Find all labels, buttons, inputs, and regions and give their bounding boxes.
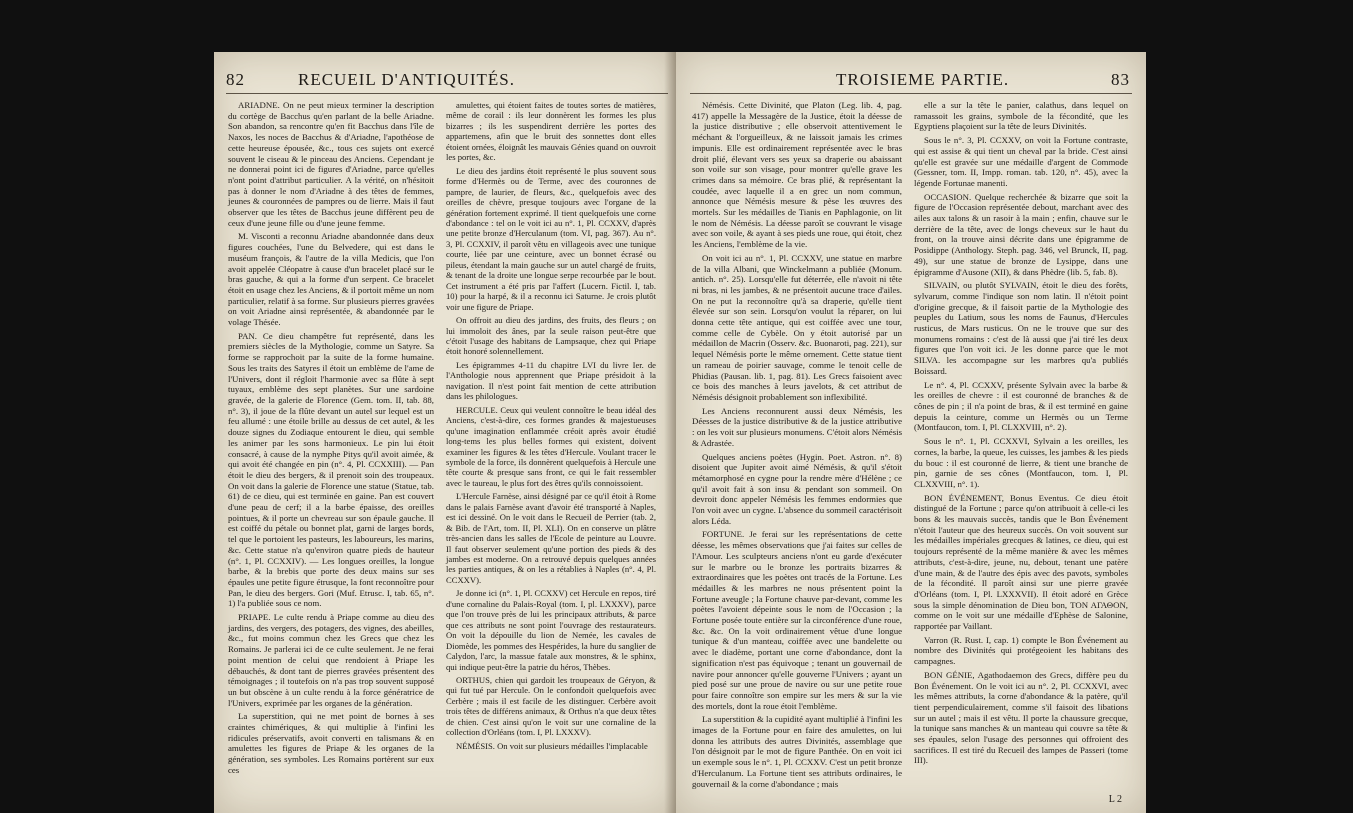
paragraph: PRIAPE. Le culte rendu à Priape comme au dieu des jardins, des vergers, des potagers, des vignes, des abeilles, &c., fut moins commun chez les Grecs que chez les Romains. Je parlerai ici de ce culte seulement. Je ne ferai point mention de celui que rendoient à Priape les débauchés, & dont tant de pierres gravées présentent des témoignages ; il toutefois on n'a pas trop souvent supposé un but obscène à un culte rendu à la force génératrice de l'Univers, exprimée par les organes de la génération. (228, 612, 434, 708)
paragraph: NÉMÉSIS. On voit sur plusieurs médailles l'implacable (456, 740, 648, 751)
right-column-2 (914, 100, 1128, 769)
paragraph: ORTHUS, chien qui gardoit les troupeaux de Géryon, & qui fut tué par Hercule. On le confondoit quelquefois avec Cerbère ; mais il est facile de les distinguer. Cerbère avoit trois têtes de différens animaux, & Orthus n'a que deux têtes de chien. C'est ainsi qu'on le voit sur une cornaline de la collection d'Orléans (tom. I, Pl. LXXXV). (446, 675, 656, 738)
paragraph: Les épigrammes 4-11 du chapitre LVI du livre Ier. de l'Anthologie nous apprennent que Priape présidoit à la navigation. Il n'est point fait mention de cette attribution dans les philologues. (446, 359, 656, 402)
right-running-title: TROISIEME PARTIE. (836, 70, 1010, 89)
right-column-1 (692, 100, 902, 792)
paragraph: Je donne ici (n°. 1, Pl. CCXXV) cet Hercule en repos, tiré d'une cornaline du Palais-Royal (tom. I, pl. LXXXV), parce que l'on trouve près de lui les principaux attributs, & parce que ces attributs ne sont point l'ouvrage des restaurateurs. On voit la dépouille du lion de Nemée, les cavales de Diomède, les pommes des Hespérides, la hure du sanglier de Calydon, l'arc, la massue fatale aux monstres, & le sphinx, qui indique peut-être la patrie du héros, Thèbes. (446, 588, 656, 672)
paragraph: HERCULE. Ceux qui veulent connoître le beau idéal des Anciens, c'est-à-dire, ces formes grandes & majestueuses qu'une imagination enflammée créoit après avoir étudié long-tems les plus belles formes qui existent, doivent examiner les figures & les têtes d'Hercule. Voulant tracer le symbole de la force, ils donnèrent quelquefois à Hercule une tête courte & presque sans front, ce qui le fait ressembler avec le taureau, le plus fort des êtres qu'ils connoissoient. (446, 404, 656, 488)
paragraph: OCCASION. Quelque recherchée & bizarre que soit la figure de l'Occasion représentée debout, marchant avec des ailes aux talons & un rasoir à la main ; enfin, chauve sur le derrière de la tête, avec de longs cheveux sur le haut du front, on la trouve ainsi décrite dans une épigramme de Posidippe (Anthology. Steph. pag. 346, vel Brunck, II, pag. 49), sur une statue de bronze de Lysippe, dans une épigramme d'Ausone (XII), & dans Phèdre (lib. 5, fab. 8). (914, 191, 1128, 277)
signature-mark: L 2 (1108, 794, 1122, 805)
paragraph: On voit ici au n°. 1, Pl. CCXXV, une statue en marbre de la villa Albani, que Winckelmann a publiée (Monum. antich. n°. 25). Lorsqu'elle fut déterrée, elle n'avoit ni tête ni bras, ni les jambes, & ne présentoit aucune trace d'ailes. On ne put la reconnoître qu'à sa draperie, qu'elle tient élevée sur son sein. Lorsqu'on voulut la réparer, on lui donna cette tête antique, qui est coiffée avec une tour, comme celle de Cybèle. On y étoit autorisé par un médaillon de Macrin (Osserv. &c. Buonaroti, pag. 221), sur lequel Némésis porte le même ornement. Cette statue tient un rameau de poirier sauvage, comme le tenoit celle de Phidias (Pausan. lib. 1, pag. 81). Les Grecs faisoient avec ce bois des manches à leurs javelots, & cet attribut de Némésis désignoit probablement son inflexibilité. (692, 252, 902, 402)
left-column-2 (446, 100, 656, 754)
paragraph: BON ÉVÉNEMENT, Bonus Eventus. Ce dieu étoit distingué de la Fortune ; parce qu'on attribuoit à celle-ci les bons & les mauvais succès, tandis que le Bon Événement n'étoit l'auteur que des heureux succès. On voit souvent sur les médailles impériales grecques & latines, ce dieu, qui est toujours représenté de la même manière & avec les mêmes attributs, c'est-à-dire, jeune, nu, debout, tenant une patère d'une main, & de l'autre des épis avec des pavots, symboles de la fécondité. Il paroît ainsi sur une pierre gravée d'Orléans (tom. I, Pl. LXXXVII). Il étoit adoré en Grèce sous la simple dénomination de Dieu bon, ΤΟΝ ΑΓΑΘΟΝ, comme on le voit sur une médaille d'Ephèse de Salonine, rapportée par Vaillant. (914, 492, 1128, 632)
left-header-rule (226, 93, 668, 94)
paragraph: SILVAIN, ou plutôt SYLVAIN, étoit le dieu des forêts, sylvarum, comme l'indique son nom latin. Il n'étoit point d'origine grecque, & il faisoit partie de la Mythologie des peuples du Latium, sous les noms de Faunus, d'Hercules rusticus, de Mars rusticus. On ne le trouve que sur des monumens romains : c'est de là aussi que j'ai tiré les deux figures que l'on voit ici. Je les donne parce que le mot SILVA. les accompagne sur les marbres qu'a publiés Boissard. (914, 280, 1128, 376)
paragraph: Sous le n°. 3, Pl. CCXXV, on voit la Fortune contraste, qui est assise & qui tient un cheval par la bride. C'est ainsi qu'elle est gravée sur une médaille d'argent de Commode (Gessner, tom. II, Impp. roman. tab. 120, n°. 45), avec la légende Fortunae manenti. (914, 135, 1128, 188)
paragraph: La superstition & la cupidité ayant multiplié à l'infini les images de la Fortune pour en faire des amulettes, on lui donna les attributs des autres Divinités, assemblage que l'on désignoit par le mot de figure Panthée. On en voit ici un exemple sous le n°. 1, Pl. CCXXV. C'est un petit bronze d'Herculanum. La Fortune tient ses attributs ordinaires, le gouvernail & la corne d'abondance ; mais (692, 714, 902, 789)
left-running-title: RECUEIL D'ANTIQUITÉS. (298, 70, 516, 89)
paragraph: FORTUNE. Je ferai sur les représentations de cette déesse, les mêmes observations que j'ai faites sur celles de l'Amour. Les sculpteurs anciens n'ont eu garde d'exécuter sur le marbre ou le bronze les portraits bizarres & extraordinaires que les poètes ont tracés de la Fortune. Les médailles & les marbres ne nous présentent point la Fortune aveugle ; la Fortune chauve par-devant, comme les poètes l'avoient dépeinte sous le nom de l'Occasion ; la Fortune posée toute entière sur la circonférence d'une roue, &c. &c. On la voit ordinairement vêtue d'une longue tunique & d'un manteau, coiffée avec une bandelette ou avec le diadème, portant une corne d'abondance, dont la signification n'est pas équivoque ; tenant un gouvernail de navire pour annoncer qu'elle gouverne l'Univers ; ayant un pied posé sur une proue de navire ou sur une petite roue pour faire connoître son empire sur les mers & sur la vie des mortels, dont la roue étoit l'emblème. (692, 529, 902, 711)
right-page (676, 52, 1146, 813)
left-page (214, 52, 676, 813)
paragraph: Le n°. 4, Pl. CCXXV, présente Sylvain avec la barbe & les oreilles de chevre : il est couronné de branches & de cônes de pin ; il n'a point de bras, & il est terminé en gaine depuis la ceinture, comme un Hermès ou un Terme (Montfaucon, tom. I, Pl. CLXXVIII, n°. 2). (914, 379, 1128, 433)
paragraph: Némésis. Cette Divinité, que Platon (Leg. lib. 4, pag. 417) appelle la Messagère de la Justice, étoit la déesse de la justice distributive ; elle observoit attentivement le méchant & l'orgueilleux, & ne laissoit jamais les crimes impunis. Elle est ordinairement représentée avec le bras droit plié, élevant vers ses yeux sa draperie ou abaissant son voile sur son visage, pour montrer qu'elle grave les crimes dans sa mémoire. Ce bras plié, & représentant la coudée, avec laquelle il a en grec un nom commun, annonce que Némésis mesure & pèse les œuvres des mortels. Sur les médailles de Tianis en Paphlagonie, on lit le nom de Némésis. La déesse paroît se couvrant le visage avec son voile, & ayant à ses pieds une roue, qui étoit, chez les Anciens, l'emblème de la vie. (692, 100, 902, 250)
paragraph: Quelques anciens poètes (Hygin. Poet. Astron. n°. 8) disoient que Jupiter avoit aimé Némésis, & qu'il s'étoit métamorphosé en cygne pour la rendre mère d'Hélène ; ce qu'il avoit fait à son insu & pendant son sommeil. On devroit donc appeler Némésis les femmes endormies que l'on voit avec un cygne. L'absence du sommeil caractérisoit alors Léda. (692, 451, 902, 526)
paragraph: M. Visconti a reconnu Ariadne abandonnée dans deux figures couchées, l'une du Belvedere, qui est dans le muséum françois, & l'autre de la villa Medicis, que l'on avoit appelée Cléopatre à cause d'un bracelet placé sur le bras gauche, & qui a la forme d'un serpent. Ce bracelet étoit en usage chez les Anciens, & il portoit même un nom particulier, relatif à sa forme. Sur plusieurs pierres gravées on voit Ariadne ainsi représentée, & abandonnée par le volage Thésée. (228, 231, 434, 328)
paragraph: PAN. Ce dieu champêtre fut représenté, dans les premiers siècles de la Mythologie, comme un Satyre. Sa forme se rapprochoit par la suite de la forme humaine. Sous les traits des Satyres il étoit un emblème de l'ame de l'Univers, dont il régloit l'harmonie avec sa flûte à sept tuyaux, emblème des sept planètes. Sur une sardoine gravée, de la galerie de Florence (Gem. tom. II, tab. 88, n°. 3), il joue de la flûte devant un autel sur lequel est un feu allumé : une étoile brille au dessus de cet autel, & les douze signes du Zodiaque entourent le dieu, qui semble les animer par les sons harmonieux. Le pin lui étoit consacré, à cause de la nymphe Pitys qu'il avoit aimée, & qui avoit été changée en pin (n°. 4, Pl. CCXXIII). — Pan étoit le dieu des bergers, & il prenoit soin des troupeaux. On voit dans la galerie de Florence une statue (Statue, tab. 61) de ce dieu, qui est terminée en gaine. Pan est couvert d'une peau de cerf; il a la barbe épaisse, des oreilles pointues, & il porte un chevreau sur son épaule gauche. Il est coiffé du pétale ou bonnet plat, garni de larges bords, tel que le portoient les pasteurs, les laboureurs, les marins, &c. Cette statue n'a qu'environ quatre pieds de hauteur (n°. 1, Pl. CCXXIV). — Les longues oreilles, la longue barbe, & la brebis que porte des deux mains sur ses épaules une petite figure étrusque, la font reconnoître pour Pan, le dieu des bergers. Gori (Muf. Etrusc. I, tab. 65, n°. 1) l'a publiée sous ce nom. (228, 330, 434, 609)
left-column-1 (228, 100, 434, 779)
paragraph: La superstition, qui ne met point de bornes à ses craintes chimériques, & qui multiplie à l'infini les ridicules préservatifs, avoit converti en talismans & en amulettes les figures de Priape & les organes de la génération, ses symboles. Les Romains portèrent sur eux ces (228, 711, 434, 775)
paragraph: amulettes, qui étoient faites de toutes sortes de matières, même de corail : ils leur donnèrent les formes les plus bizarres ; ils les suspendirent derrière les portes des appartemens, afin que le bruit des sonnettes dont elles étoient ornées, éloignât les mauvais Génies quand on ouvroit les portes, &c. (446, 100, 656, 163)
paragraph: ARIADNE. On ne peut mieux terminer la description du cortège de Bacchus qu'en parlant de la belle Ariadne. Son abandon, sa rencontre qu'en fit Bacchus dans l'île de Naxos, les noces de Bacchus & d'Ariadne, l'apothéose de cette heureuse épousée, &c., tous ces sujets ont exercé souvent le ciseau & le pinceau des Anciens. Cependant je ne donnerai point ici de figures d'Ariadne, parce qu'elles n'ont point d'attribut particulier. A la vérité, on n'hésitoit pas à donner le nom d'Ariadne à des têtes de femmes, jeunes & couronnées de pampres ou de lierre. Mais il faut observer que les têtes de Bacchus jeune diffèrent peu de ceux d'une jeune fille ou d'une jeune femme. (228, 100, 434, 228)
right-header-rule (690, 93, 1132, 94)
right-page-number: 83 (1111, 70, 1130, 89)
paragraph: L'Hercule Farnèse, ainsi désigné par ce qu'il étoit à Rome dans le palais Farnèse avant d'avoir été transporté à Naples, est ici dessiné. On le voit dans le Recueil de Perrier (tab. 2, & Bib. de l'Art, tom. II, Pl. XLI). On en conserve un plâtre très-ancien dans les salles de l'Ecole de peinture au Louvre. Il faut observer seulement qu'une portion des pieds & des jambes est moderne. On a retrouvé depuis quelques années les parties antiques, & on les a rétablies à Naples (n°. 4, Pl. CCXXV). (446, 491, 656, 585)
paragraph: Sous le n°. 1, Pl. CCXXVI, Sylvain a les oreilles, les cornes, la barbe, la queue, les cuisses, les jambes & les pieds du bouc : il est couronné de lierre, & tient une branche de pin, garnie de ses cônes (Montfaucon, tom. I, Pl. CLXXVIII, n°. 1). (914, 436, 1128, 489)
paragraph: elle a sur la tête le panier, calathus, dans lequel on ramassoit les grains, symbole de la fécondité, que les Egyptiens plaçoient sur la tête de leurs Divinités. (914, 100, 1128, 132)
paragraph: On offroit au dieu des jardins, des fruits, des fleurs ; on lui immoloit des ânes, par la seule raison peut-être que c'étoit l'usage des habitans de Lampsaque, chez qui Priape étoit honoré solennellement. (446, 315, 656, 357)
paragraph: BON GÉNIE, Agathodaemon des Grecs, diffère peu du Bon Événement. On le voit ici au n°. 2, Pl. CCXXVI, avec les mêmes attributs, la corne d'abondance & la patère, qu'il tient perpendiculairement, comme s'il faisoit des libations sur un autel ; mais il est vêtu. Il porte la chaussure grecque, la tunique sans manches & un manteau qui couvre sa tête & ses épaules, selon l'usage des personnes qui offroient des sacrifices. Il est tiré du Recueil des lampes de Passeri (tome III). (914, 669, 1128, 766)
paragraph: Varron (R. Rust. I, cap. 1) compte le Bon Événement au nombre des Divinités qui protégeoient les habitans des campagnes. (914, 634, 1128, 667)
paragraph: Les Anciens reconnurent aussi deux Némésis, les Déesses de la justice distributive & de la justice attributive : on les voit sur plusieurs monumens. C'étoit alors Némésis & Adrastée. (692, 405, 902, 448)
paragraph: Le dieu des jardins étoit représenté le plus souvent sous forme d'Hermès ou de Terme, avec des couronnes de pampre, de laurier, de fleurs, &c., quelquefois avec des oreilles de chèvre, presque toujours avec l'organe de la génération fortement exprimé. Il tient quelquefois une corne d'abondance : tel on le voit ici au n°. 1, Pl. CCXXV, d'après une petite bronze d'Herculanum (tom. VI, pag. 367). Au n°. 3, Pl. CCXXIV, il paroît vêtu en villageois avec une tunique courte, liée par une ceinture, avec un bonnet écrasé ou pileus, étendant la main gauche sur un autel chargé de fruits, & tenant de la droite une longue serpe recourbée par le bout. Cet instrument a été pris par l'affert (Lucern. Fictil. I, tab. 10) pour la harpé, & il a reconnu ici Saturne. Je crois plutôt voir une figure de Priape. (446, 165, 656, 312)
left-page-number: 82 (226, 70, 245, 89)
